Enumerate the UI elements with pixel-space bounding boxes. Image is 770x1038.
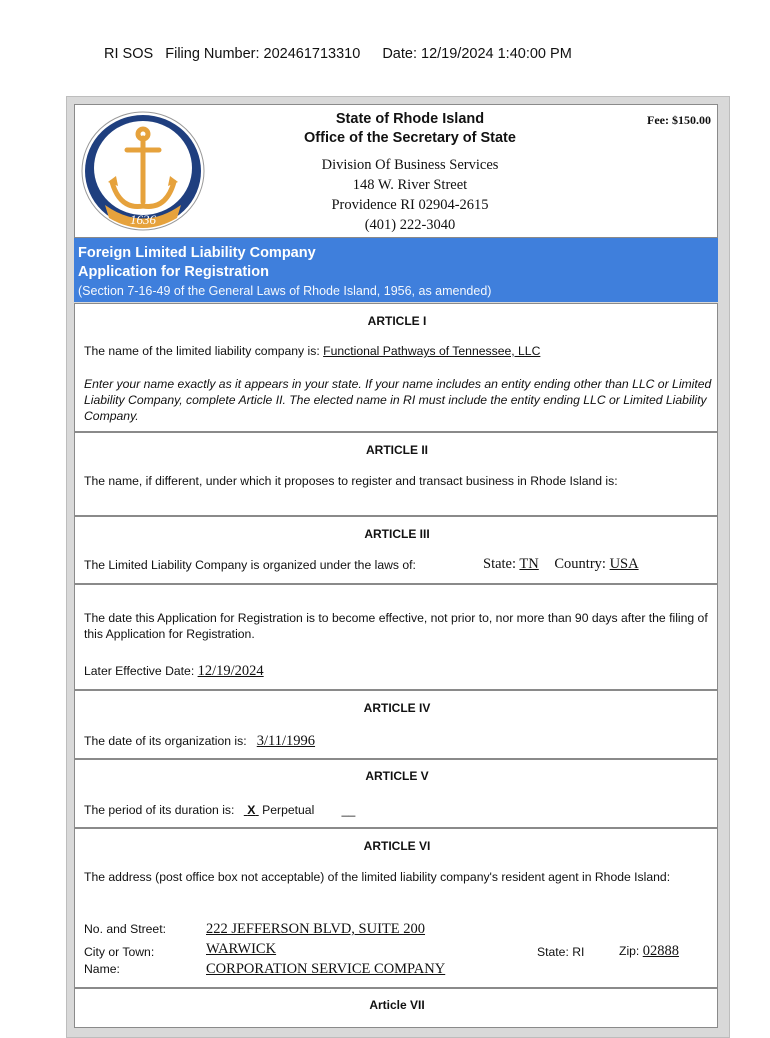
perpetual-checkmark: X — [247, 803, 256, 817]
article-7-section — [74, 988, 718, 1028]
article-5-heading: ARTICLE V — [365, 769, 429, 783]
alt-name-label: The name, if different, under which it proposes to register and transact business in Rhode Island is: — [84, 474, 618, 488]
agent-zip-label: Zip: — [619, 944, 640, 958]
effective-date-line — [84, 663, 264, 680]
agent-state-line — [537, 945, 584, 959]
article-6-heading: ARTICLE VI — [363, 839, 431, 853]
jurisdiction — [483, 556, 639, 573]
agent-street-value: 222 JEFFERSON BLVD, SUITE 200 — [206, 921, 426, 937]
article-2-section — [74, 432, 718, 516]
agent-street-label: No. and Street: — [84, 922, 166, 936]
effective-date-section — [74, 584, 718, 690]
article-3-heading: ARTICLE III — [364, 527, 430, 541]
fee-label: Fee: $150.00 — [647, 113, 711, 127]
header-title-office: Office of the Secretary of State — [304, 130, 516, 146]
article-1-heading: ARTICLE I — [367, 314, 427, 328]
article-4-heading: ARTICLE IV — [363, 701, 431, 715]
llc-name-line — [84, 344, 540, 358]
duration-blank: __ — [341, 803, 356, 817]
header-city: Providence RI 02904-2615 — [331, 197, 489, 213]
perpetual-label: Perpetual — [262, 803, 315, 817]
organization-date-label: The date of its organization is: — [84, 734, 247, 748]
agent-zip-line — [619, 943, 679, 960]
article-2-heading: ARTICLE II — [366, 443, 428, 457]
article-3-section — [74, 516, 718, 584]
filing-number: RI SOS Filing Number: 202461713310 — [104, 46, 361, 62]
agent-address-text: The address (post office box not acceptable) of the limited liability company's resident agent in Rhode Island: — [84, 870, 671, 884]
article-5-section — [74, 759, 718, 828]
state-value: TN — [519, 556, 539, 572]
duration-line — [84, 803, 355, 817]
filing-info — [104, 46, 572, 62]
llc-name-label: The name of the limited liability company is: — [84, 344, 324, 358]
country-label: Country: — [554, 556, 606, 572]
agent-zip-value: 02888 — [642, 943, 679, 959]
effective-date-label: Later Effective Date: — [84, 664, 195, 678]
llc-name-instructions: Enter your name exactly as it appears in your state. If your name includes an entity ending other than LLC or Limited Liability Company, complete Article II. The elected name in RI must include the entity ending LLC or Limited Liability Company. — [84, 377, 712, 423]
header-street: 148 W. River Street — [352, 177, 468, 193]
effective-date-text: The date this Application for Registration is to become effective, not prior to, nor more than 90 days after the filing of this Application for Registration. — [84, 611, 708, 641]
filing-date: Date: 12/19/2024 1:40:00 PM — [382, 46, 572, 62]
header-title-state: State of Rhode Island — [335, 111, 485, 127]
organized-under-label: The Limited Liability Company is organized under the laws of: — [84, 558, 416, 572]
agent-state-value: RI — [572, 945, 585, 959]
form-subtitle: (Section 7-16-49 of the General Laws of Rhode Island, 1956, as amended) — [78, 284, 492, 298]
state-label: State: — [483, 556, 517, 572]
header-division: Division Of Business Services — [321, 157, 499, 173]
organization-date-line — [84, 733, 315, 750]
article-7-heading: Article VII — [369, 998, 425, 1012]
effective-date-value: 12/19/2024 — [197, 663, 264, 679]
agent-city-value: WARWICK — [206, 941, 277, 957]
agent-name-value: CORPORATION SERVICE COMPANY — [206, 961, 446, 977]
organization-date-value: 3/11/1996 — [256, 733, 316, 749]
article-6-section — [74, 828, 718, 988]
country-value: USA — [609, 556, 639, 572]
form-title-banner — [74, 238, 718, 302]
form-header — [74, 104, 718, 238]
agent-city-label: City or Town: — [84, 945, 155, 959]
article-1-section — [74, 303, 718, 432]
form-title-2: Application for Registration — [78, 264, 269, 280]
agent-state-label: State: — [537, 945, 569, 959]
llc-name-value: Functional Pathways of Tennessee, LLC — [323, 344, 541, 358]
seal-year: 1636 — [130, 212, 156, 227]
agent-name-label: Name: — [84, 962, 120, 976]
duration-label: The period of its duration is: — [84, 803, 235, 817]
form-title-1: Foreign Limited Liability Company — [78, 245, 316, 261]
article-4-section — [74, 690, 718, 759]
header-phone: (401) 222-3040 — [364, 217, 456, 233]
